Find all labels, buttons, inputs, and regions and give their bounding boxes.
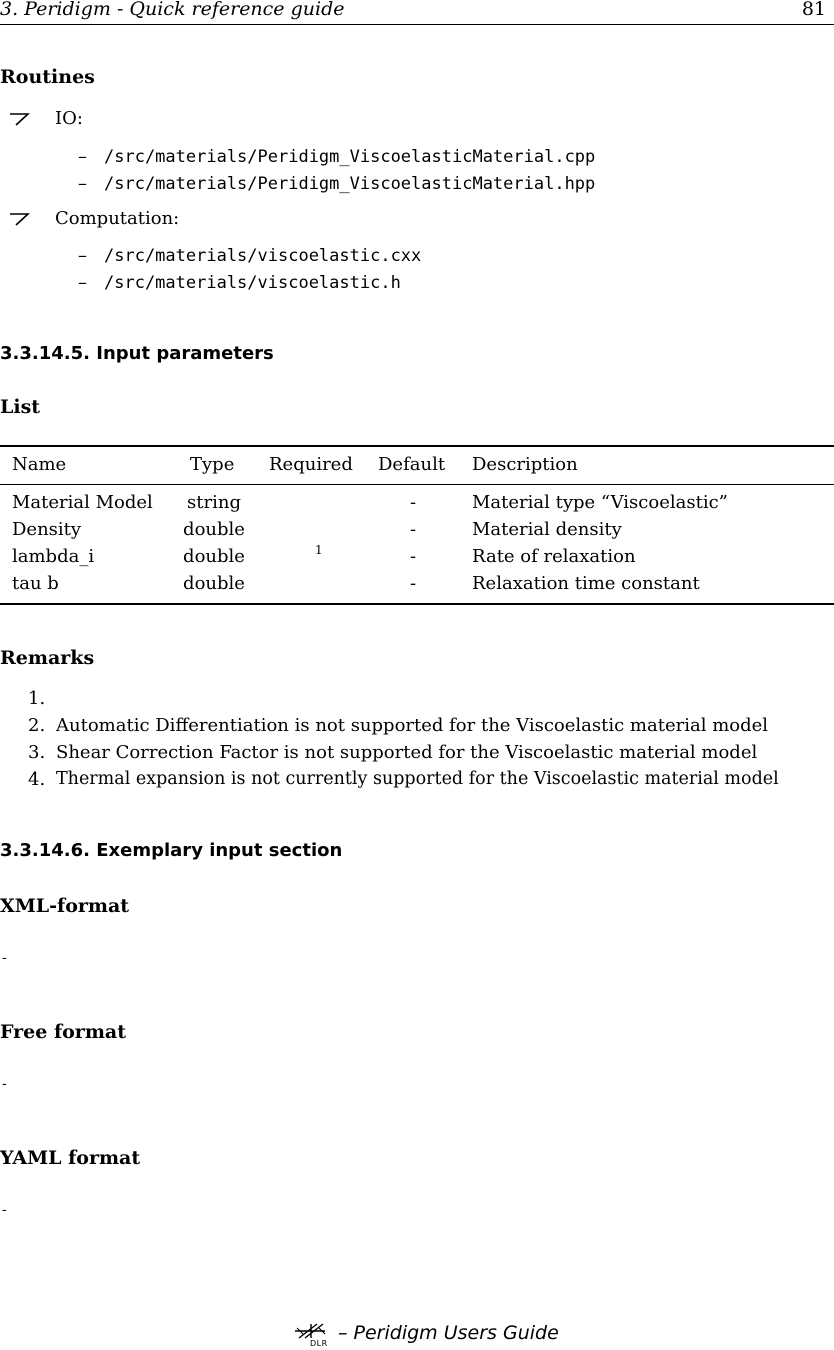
list-dash: – (78, 146, 87, 167)
table-header-default: Default (378, 454, 446, 475)
table-cell-type: double (183, 546, 245, 567)
format-content: - (2, 1202, 7, 1218)
format-content: - (2, 950, 7, 966)
table-cell-type: double (183, 573, 245, 594)
remark-text: Shear Correction Factor is not supported for the Viscoelastic material model (56, 742, 758, 763)
table-header-description: Description (472, 454, 578, 475)
table-cell-description: Material type “Viscoelastic” (472, 492, 728, 513)
table-header-type: Type (190, 454, 235, 475)
table-cell-description: Relaxation time constant (472, 573, 700, 594)
table-bottom-rule (0, 603, 834, 605)
table-cell-name: Material Model (12, 492, 153, 513)
format-title: Free format (0, 1021, 127, 1043)
page-number: 81 (801, 0, 826, 20)
table-cell-description: Material density (472, 519, 622, 540)
footer-text: – Peridigm Users Guide (338, 1322, 559, 1344)
format-title: YAML format (0, 1147, 141, 1169)
file-path: /src/materials/Peridigm_ViscoelasticMaterial.hpp (104, 174, 596, 194)
dlr-logo-text: DLR (310, 1339, 328, 1348)
arrow-icon (8, 111, 30, 127)
table-cell-name: lambda_i (12, 546, 95, 567)
header-rule (0, 24, 834, 25)
list-dash: – (78, 272, 87, 293)
table-cell-type: double (183, 519, 245, 540)
header-title: 3. Peridigm - Quick reference guide (0, 0, 345, 20)
section-heading-input-parameters: 3.3.14.5. Input parameters (0, 343, 274, 364)
table-cell-name: Density (12, 519, 82, 540)
remark-number: 1. (28, 688, 46, 709)
table-header-name: Name (12, 454, 67, 475)
table-cell-default: - (409, 492, 417, 513)
format-title: XML-format (0, 895, 130, 917)
routines-heading: Routines (0, 66, 95, 88)
remark-text: Automatic Differentiation is not supported for the Viscoelastic material model (56, 715, 769, 736)
table-top-rule (0, 445, 834, 447)
table-header-required: Required (269, 454, 353, 475)
remark-text: Thermal expansion is not currently supported for the Viscoelastic material model (56, 769, 779, 789)
remarks-heading: Remarks (0, 647, 95, 669)
list-dash: – (78, 173, 87, 194)
file-path: /src/materials/Peridigm_ViscoelasticMaterial.cpp (104, 147, 596, 167)
remark-number: 4. (28, 769, 46, 790)
table-cell-default: - (409, 573, 417, 594)
required-footnote-marker: 1 (315, 543, 323, 557)
table-cell-name: tau b (12, 573, 59, 594)
routines-computation-label: Computation: (55, 208, 180, 229)
table-cell-default: - (409, 519, 417, 540)
file-path: /src/materials/viscoelastic.cxx (104, 246, 422, 266)
file-path: /src/materials/viscoelastic.h (104, 273, 401, 293)
remark-number: 2. (28, 715, 46, 736)
format-content: - (2, 1076, 7, 1092)
section-heading-exemplary: 3.3.14.6. Exemplary input section (0, 840, 343, 861)
table-cell-description: Rate of relaxation (472, 546, 636, 567)
table-cell-default: - (409, 546, 417, 567)
arrow-icon (8, 211, 30, 227)
list-heading: List (0, 396, 41, 418)
table-mid-rule (0, 484, 834, 485)
list-dash: – (78, 245, 87, 266)
table-cell-type: string (187, 492, 241, 513)
remark-number: 3. (28, 742, 46, 763)
routines-io-label: IO: (55, 108, 83, 129)
